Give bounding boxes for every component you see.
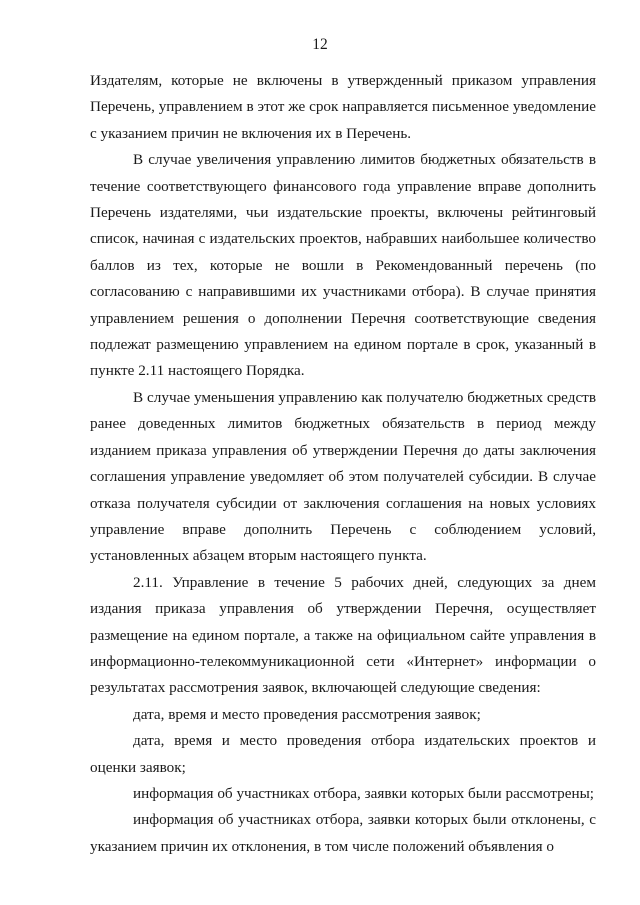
page-number: 12	[312, 36, 328, 53]
paragraph-continuation: Издателям, которые не включены в утвержденный приказом управления Перечень, управлением в этот же срок направляется письменное уведомление с указанием причин не включения их в Перечень.	[90, 72, 596, 142]
list-item-selection-date: дата, время и место проведения отбора издательских проектов и оценки заявок;	[90, 732, 596, 776]
list-item-rejected-participants: информация об участниках отбора, заявки которых были отклонены, с указанием причин их отклонения, в том числе положений объявления о	[90, 811, 596, 855]
paragraph-budget-increase: В случае увеличения управлению лимитов бюджетных обязательств в течение соответствующего финансового года управление вправе дополнить Перечень издателями, чьи издательские проекты, включены рейтинговый список, начиная с издательских проектов, набравших наибольшее количество баллов из тех, которые не вошли в Рекомендованный перечень (по согласованию с направившими их участниками отбора). В случае принятия управлением решения о дополнении Перечня соответствующие сведения подлежат размещению управлением на едином портале в срок, указанный в пункте 2.11 настоящего Порядка.	[90, 151, 596, 380]
paragraph-budget-decrease: В случае уменьшения управлению как получателю бюджетных средств ранее доведенных лимитов бюджетных обязательств в период между изданием приказа управления об утверждении Перечня до даты заключения соглашения управление уведомляет об этом получателей субсидии. В случае отказа получателя субсидии от заключения соглашения на новых условиях управление вправе дополнить Перечень с соблюдением условий, установленных абзацем вторым настоящего пункта.	[90, 388, 596, 565]
paragraph-clause-2-11: 2.11. Управление в течение 5 рабочих дней, следующих за днем издания приказа управления об утверждении Перечня, осуществляет размещение на едином портале, а также на официальном сайте управления в информационно-телекоммуникационной сети «Интернет» информации о результатах рассмотрения заявок, включающей следующие сведения:	[90, 573, 596, 697]
list-item-review-date: дата, время и место проведения рассмотрения заявок;	[133, 705, 481, 723]
document-body	[90, 68, 596, 860]
list-item-reviewed-participants: информация об участниках отбора, заявки которых были рассмотрены;	[133, 784, 595, 802]
